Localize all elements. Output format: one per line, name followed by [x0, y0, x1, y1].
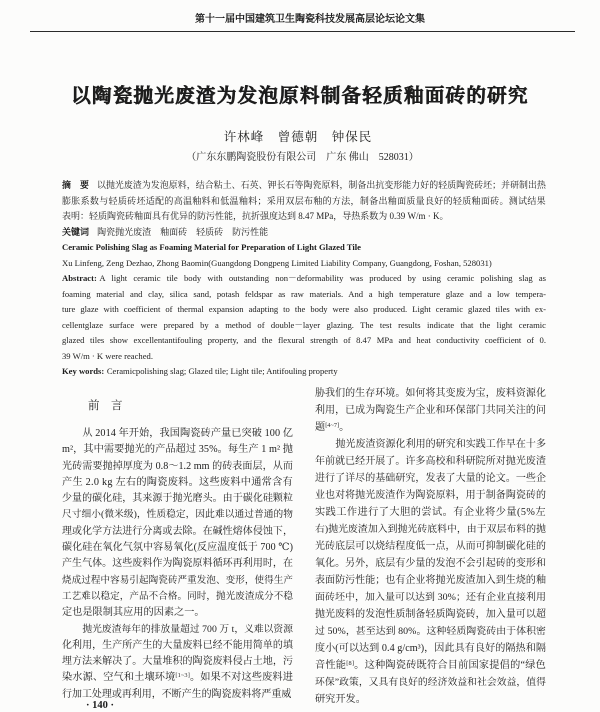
- text-line: [315, 487, 546, 504]
- text-line-content: 右)抛光废渣加入到抛光砖底料中，由于双层布料的抛: [315, 523, 546, 535]
- text-line: [62, 589, 293, 605]
- abstract-en-line: [62, 271, 546, 287]
- text-line: [315, 674, 546, 691]
- text-line-content: 定也是限制其应用的因素之一。: [62, 607, 205, 619]
- text-line-content: 表面防污性能；也有企业将抛光废渣加入到生烧的釉: [315, 574, 546, 586]
- citation-superscript: [1~3]: [175, 672, 190, 680]
- citation-superscript: [4~7]: [325, 421, 340, 429]
- text-line-content: 研究开发。: [315, 693, 366, 705]
- text-line: [315, 640, 546, 657]
- abstract-label: 摘 要: [62, 181, 89, 191]
- text-segment: 音性能: [315, 659, 347, 671]
- text-line: [62, 605, 293, 621]
- keyword: 釉面砖: [160, 226, 188, 237]
- text-line: [62, 442, 293, 458]
- title-en: [62, 240, 546, 256]
- text-line-content: 少量的碳化硅，其来源于抛光磨头。由于碳化硅颗粒: [62, 493, 293, 505]
- text-segment: 。如果不对这些废料进: [189, 672, 293, 684]
- text-line-content: 产生 2.0 kg 左右的陶瓷废料。这些废料中通常含有: [62, 476, 293, 488]
- abstract-en-text: foaming material and clay, silica sand, potash feldspar as raw materials. And a high temperature glaze and a low tempera-: [62, 288, 546, 299]
- keywords-en: [62, 364, 546, 380]
- text-line-content: 碳化硅在氧化气氛中容易氧化(反应温度低于 700 ℃): [62, 542, 293, 554]
- paragraph: [315, 385, 546, 436]
- text-line: [62, 475, 293, 491]
- title-en-text: Ceramic Polishing Slag as Foaming Material for Preparation of Light Glazed Tile: [62, 242, 361, 252]
- text-line-content: 抛光废渣每年的排放量超过 700 万 t，义难以资源: [82, 623, 293, 635]
- abstract-en-line: [62, 287, 546, 303]
- text-line: [62, 459, 293, 475]
- text-line-content: [62, 225, 277, 241]
- citation-superscript: [8]: [346, 659, 355, 667]
- text-line-content: 胁我们的生存环境。如何将其变废为宝，废料资源化: [315, 387, 546, 399]
- text-line: [315, 538, 546, 555]
- abstract-cn-line: [62, 209, 546, 225]
- text-line: [62, 540, 293, 556]
- abstract-en-line: [62, 333, 546, 349]
- keywords-en-label: Key words:: [62, 366, 105, 376]
- text-line-content: [62, 364, 338, 380]
- text-line-content: 从 2014 年开始，我国陶瓷砖产量已突破 100 亿: [82, 428, 293, 439]
- keyword: 陶瓷抛光废渣: [97, 226, 152, 237]
- abstract-cn-line: [62, 194, 546, 210]
- abstract-en-line: [62, 349, 546, 365]
- text-line: [315, 436, 546, 453]
- text-line-content: 尺寸细小(微米级)，性质稳定，因此难以通过普通的物: [62, 509, 293, 521]
- text-line-content: [62, 271, 546, 287]
- text-line-content: 理或化学方法进行分离或去除。在碱性熔体侵蚀下，: [62, 525, 293, 537]
- text-line-content: 度小(可以达到 0.4 g/cm³)，因此具有良好的隔热和隔: [315, 642, 546, 654]
- text-line: [315, 453, 546, 470]
- text-line: [315, 555, 546, 572]
- abstract-en-line: [62, 318, 546, 334]
- author-list: 许林峰 曾德朝 钟保民: [223, 130, 373, 144]
- text-line-content: 进行了详尽的基础研究，发表了大量的论文。一些企: [315, 472, 546, 484]
- text-line: [315, 623, 546, 640]
- text-line-content: 氧化。另外，底层有少量的发泡不会引起砖的变形和: [315, 557, 546, 569]
- text-line-content: 光砖底层可以烧结程度低一点，从而可抑制碳化硅的: [315, 540, 546, 552]
- text-line: [62, 622, 293, 638]
- text-line: [315, 385, 546, 402]
- keyword: 防污性能: [232, 226, 269, 237]
- text-line: [315, 606, 546, 623]
- abstract-cn-line: [62, 178, 546, 194]
- text-segment: 染水源、空气和土壤环境: [62, 672, 176, 684]
- text-line-content: m²，其中需要抛光的产品超过 35%。每生产 1 m² 抛: [62, 444, 293, 456]
- text-segment: 。: [339, 421, 350, 433]
- text-line-content: 实践工作进行了大胆的尝试。有企业将少量(5%左: [315, 506, 546, 518]
- abstract-text: 表明：轻质陶瓷砖釉面具有优异的防污性能，抗折强度达到 8.47 MPa，导热系数为 0.39 W/m · K。: [62, 211, 449, 221]
- text-line-content: 利用，已成为陶瓷生产企业和环保部门共同关注的问: [315, 404, 546, 416]
- text-line: [62, 556, 293, 572]
- text-line-content: [62, 670, 293, 686]
- keywords-cn: [62, 225, 546, 241]
- text-line-content: 面砖坯中，加入量可以达到 30%；还有企业直接利用: [315, 591, 546, 603]
- text-line-content: 年前就已经开展了。许多高校和科研院所对抛光废渣: [315, 455, 546, 467]
- affiliation: （广东东鹏陶瓷股份有限公司 广东 佛山 528031）: [186, 152, 419, 163]
- text-line-content: 产生气体。这些废料作为陶瓷原料循环再利用时，在: [62, 558, 293, 570]
- text-line-content: 环保”政策，又具有良好的经济效益和社会效益，值得: [315, 676, 546, 688]
- text-segment: 。这种陶瓷砖既符合目前国家提倡的“绿色: [354, 659, 546, 671]
- header-rule: [30, 31, 575, 32]
- text-line: [315, 504, 546, 521]
- text-line-content: 抛光废料的发泡性质制备轻质陶瓷砖，加入量可以超: [315, 608, 546, 620]
- text-line: [62, 507, 293, 523]
- text-line-content: 业也对将抛光废渣作为陶瓷原料，用于制备陶瓷砖的: [315, 489, 546, 501]
- text-line: [315, 657, 546, 674]
- abstract-text: 膨胀系数与轻质砖坯适配的高温釉料和低温釉料；采用双层布釉的方法，制备出釉面质量良好的轻质釉面砖。测试结果: [62, 195, 546, 206]
- paragraph: [62, 622, 293, 703]
- abstract-en-line: [62, 302, 546, 318]
- authors-en: [62, 256, 546, 272]
- text-line: [62, 491, 293, 507]
- abstract-block: [62, 178, 546, 380]
- paper-title: 以陶瓷抛光废渣为发泡原料制备轻质釉面砖的研究: [71, 84, 529, 107]
- abstract-en-text: cellentglaze surface were prepared by a method of double－layer glazing. The test results indicate that the light ceramic: [62, 319, 546, 330]
- running-header: 第十一届中国建筑卫生陶瓷科技发展高层论坛论文集: [195, 14, 425, 25]
- text-line: [62, 573, 293, 589]
- abstract-en-text: ture glaze with coefficient of thermal expansion adapting to the body were also produced. Light ceramic glazed tiles with ex-: [62, 304, 546, 314]
- authors-en-text: Xu Linfeng, Zeng Dezhao, Zhong Baomin(Guangdong Dongpeng Limited Liability Company, Guangdong, Foshan, 528031): [62, 257, 492, 268]
- text-line-content: 光砖需要抛掉厚度为 0.8～1.2 mm 的砖表面层，从而: [62, 460, 293, 472]
- text-line: [62, 638, 293, 654]
- abstract-text: 以抛光废渣为发泡原料，结合粘土、石英、钾长石等陶瓷原料，制备出抗变形能力好的轻质陶瓷砖坯；并研制出热: [96, 180, 546, 190]
- keyword: 轻质砖: [196, 226, 224, 237]
- abstract-en-text: glazed tiles show excellentantifouling property, and the flexural strength of 8.47 MPa and heat conductivity coefficient of 0.: [62, 335, 546, 345]
- text-line: [315, 691, 546, 708]
- text-line-content: 化利用，生产所产生的大量废料已经不能用简单的填: [62, 639, 293, 651]
- text-line: [315, 572, 546, 589]
- paragraph: [62, 426, 293, 622]
- page-number: · 140 ·: [86, 700, 115, 711]
- text-line: [315, 589, 546, 606]
- text-line-content: [315, 657, 546, 674]
- abstract-en-text: 39 W/m · K were reached.: [62, 350, 153, 361]
- text-line-content: 行加工处理或再利用，不断产生的陶瓷废料将严重威: [62, 688, 292, 700]
- text-line: [62, 524, 293, 540]
- text-line: [62, 670, 293, 686]
- text-line-content: [62, 178, 546, 194]
- keywords-en-text: Ceramicpolishing slag; Glazed tile; Light tile; Antifouling property: [106, 366, 338, 376]
- right-column: [315, 385, 546, 708]
- text-line: [315, 521, 546, 538]
- abstract-en-text: A light ceramic tile body with outstanding non－deformability was produced by using ceramic polishing slag as: [99, 273, 546, 283]
- text-line: [315, 419, 546, 436]
- text-line-content: 工艺难以稳定，产品不合格。同时，抛光废渣成分不稳: [62, 590, 293, 602]
- text-line-content: [315, 419, 349, 436]
- text-line: [315, 402, 546, 419]
- abstract-en-label: Abstract:: [62, 273, 97, 283]
- text-line-content: 过 50%，甚至达到 80%。这种轻质陶瓷砖由于体积密: [315, 625, 546, 637]
- text-segment: 题: [315, 421, 326, 433]
- text-line-content: 抛光废渣资源化利用的研究和实践工作早在十多: [335, 438, 546, 450]
- left-column: [62, 426, 293, 703]
- paragraph: [315, 436, 546, 708]
- text-line-content: 烧成过程中容易引起陶瓷砖严重发泡、变形，使得生产: [62, 574, 293, 586]
- keywords-label: 关键词: [62, 227, 90, 238]
- text-line: [62, 426, 293, 442]
- text-line-content: 埋方法来解决了。大量堆积的陶瓷废料侵占土地，污: [62, 656, 293, 668]
- text-line: [315, 470, 546, 487]
- text-line: [62, 654, 293, 670]
- section-heading: 前 言: [88, 398, 123, 412]
